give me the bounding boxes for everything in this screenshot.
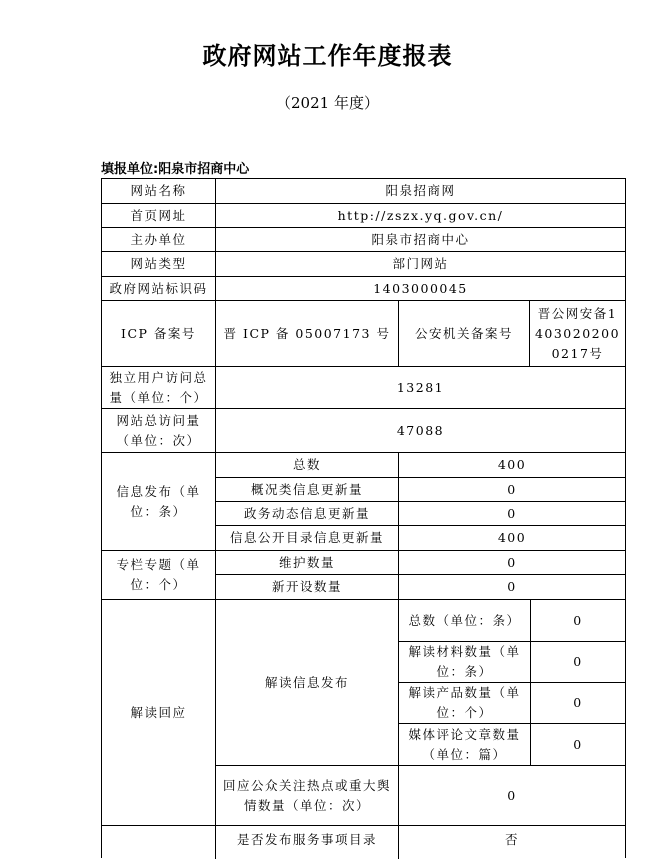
psb-value: 晋公网安备14030202000217号 [530,301,625,367]
service-blank-cell [102,826,216,859]
interp-product-label: 解读产品数量（单位：个） [399,683,531,724]
interp-media-label: 媒体评论文章数量（单位：篇） [399,724,531,766]
pv-label: 网站总访问量（单位：次） [102,409,216,453]
site-name-label: 网站名称 [102,179,216,204]
column-new-label: 新开设数量 [216,575,399,600]
icp-value: 晋 ICP 备 05007173 号 [216,301,399,367]
info-overview-label: 概况类信息更新量 [216,478,399,502]
site-id-label: 政府网站标识码 [102,277,216,301]
host-value: 阳泉市招商中心 [216,228,625,252]
site-name-value: 阳泉招商网 [216,179,625,204]
interp-material-value: 0 [531,642,625,683]
psb-label: 公安机关备案号 [399,301,530,367]
site-type-label: 网站类型 [102,252,216,277]
info-news-label: 政务动态信息更新量 [216,502,399,526]
uv-value: 13281 [216,367,625,409]
host-label: 主办单位 [102,228,216,252]
interp-media-value: 0 [531,724,625,766]
interp-material-label: 解读材料数量（单位：条） [399,642,531,683]
filing-unit: 填报单位:阳泉市招商中心 [101,162,250,177]
home-url-label: 首页网址 [102,204,216,228]
interp-total-value: 0 [531,600,625,642]
column-new-value: 0 [399,575,625,600]
pv-value: 47088 [216,409,625,453]
column-label: 专栏专题（单位：个） [102,551,216,600]
report-year: （2021 年度） [276,94,379,112]
column-maintain-label: 维护数量 [216,551,399,575]
info-catalog-value: 400 [399,526,625,551]
icp-label: ICP 备案号 [102,301,216,367]
info-total-value: 400 [399,453,625,478]
service-catalog-value: 否 [504,832,519,847]
interp-response-value: 0 [399,766,625,826]
report-table [101,178,626,858]
site-id-value: 1403000045 [216,277,625,301]
interp-label: 解读回应 [102,600,216,826]
column-maintain-value: 0 [399,551,625,575]
info-news-value: 0 [399,502,625,526]
info-overview-value: 0 [399,478,625,502]
interp-pub-label: 解读信息发布 [216,600,399,766]
info-label: 信息发布（单位：条） [102,453,216,551]
interp-total-label: 总数（单位：条） [399,600,531,642]
interp-response-label: 回应公众关注热点或重大舆情数量（单位：次） [216,766,399,826]
site-type-value: 部门网站 [216,252,625,277]
interp-product-value: 0 [531,683,625,724]
uv-label: 独立用户访问总量（单位：个） [102,367,216,409]
report-title: 政府网站工作年度报表 [202,42,453,70]
info-total-label: 总数 [216,453,399,478]
service-catalog-label: 是否发布服务事项目录 [216,826,399,859]
info-catalog-label: 信息公开目录信息更新量 [216,526,399,551]
home-url-value: http://zszx.yq.gov.cn/ [216,204,625,228]
